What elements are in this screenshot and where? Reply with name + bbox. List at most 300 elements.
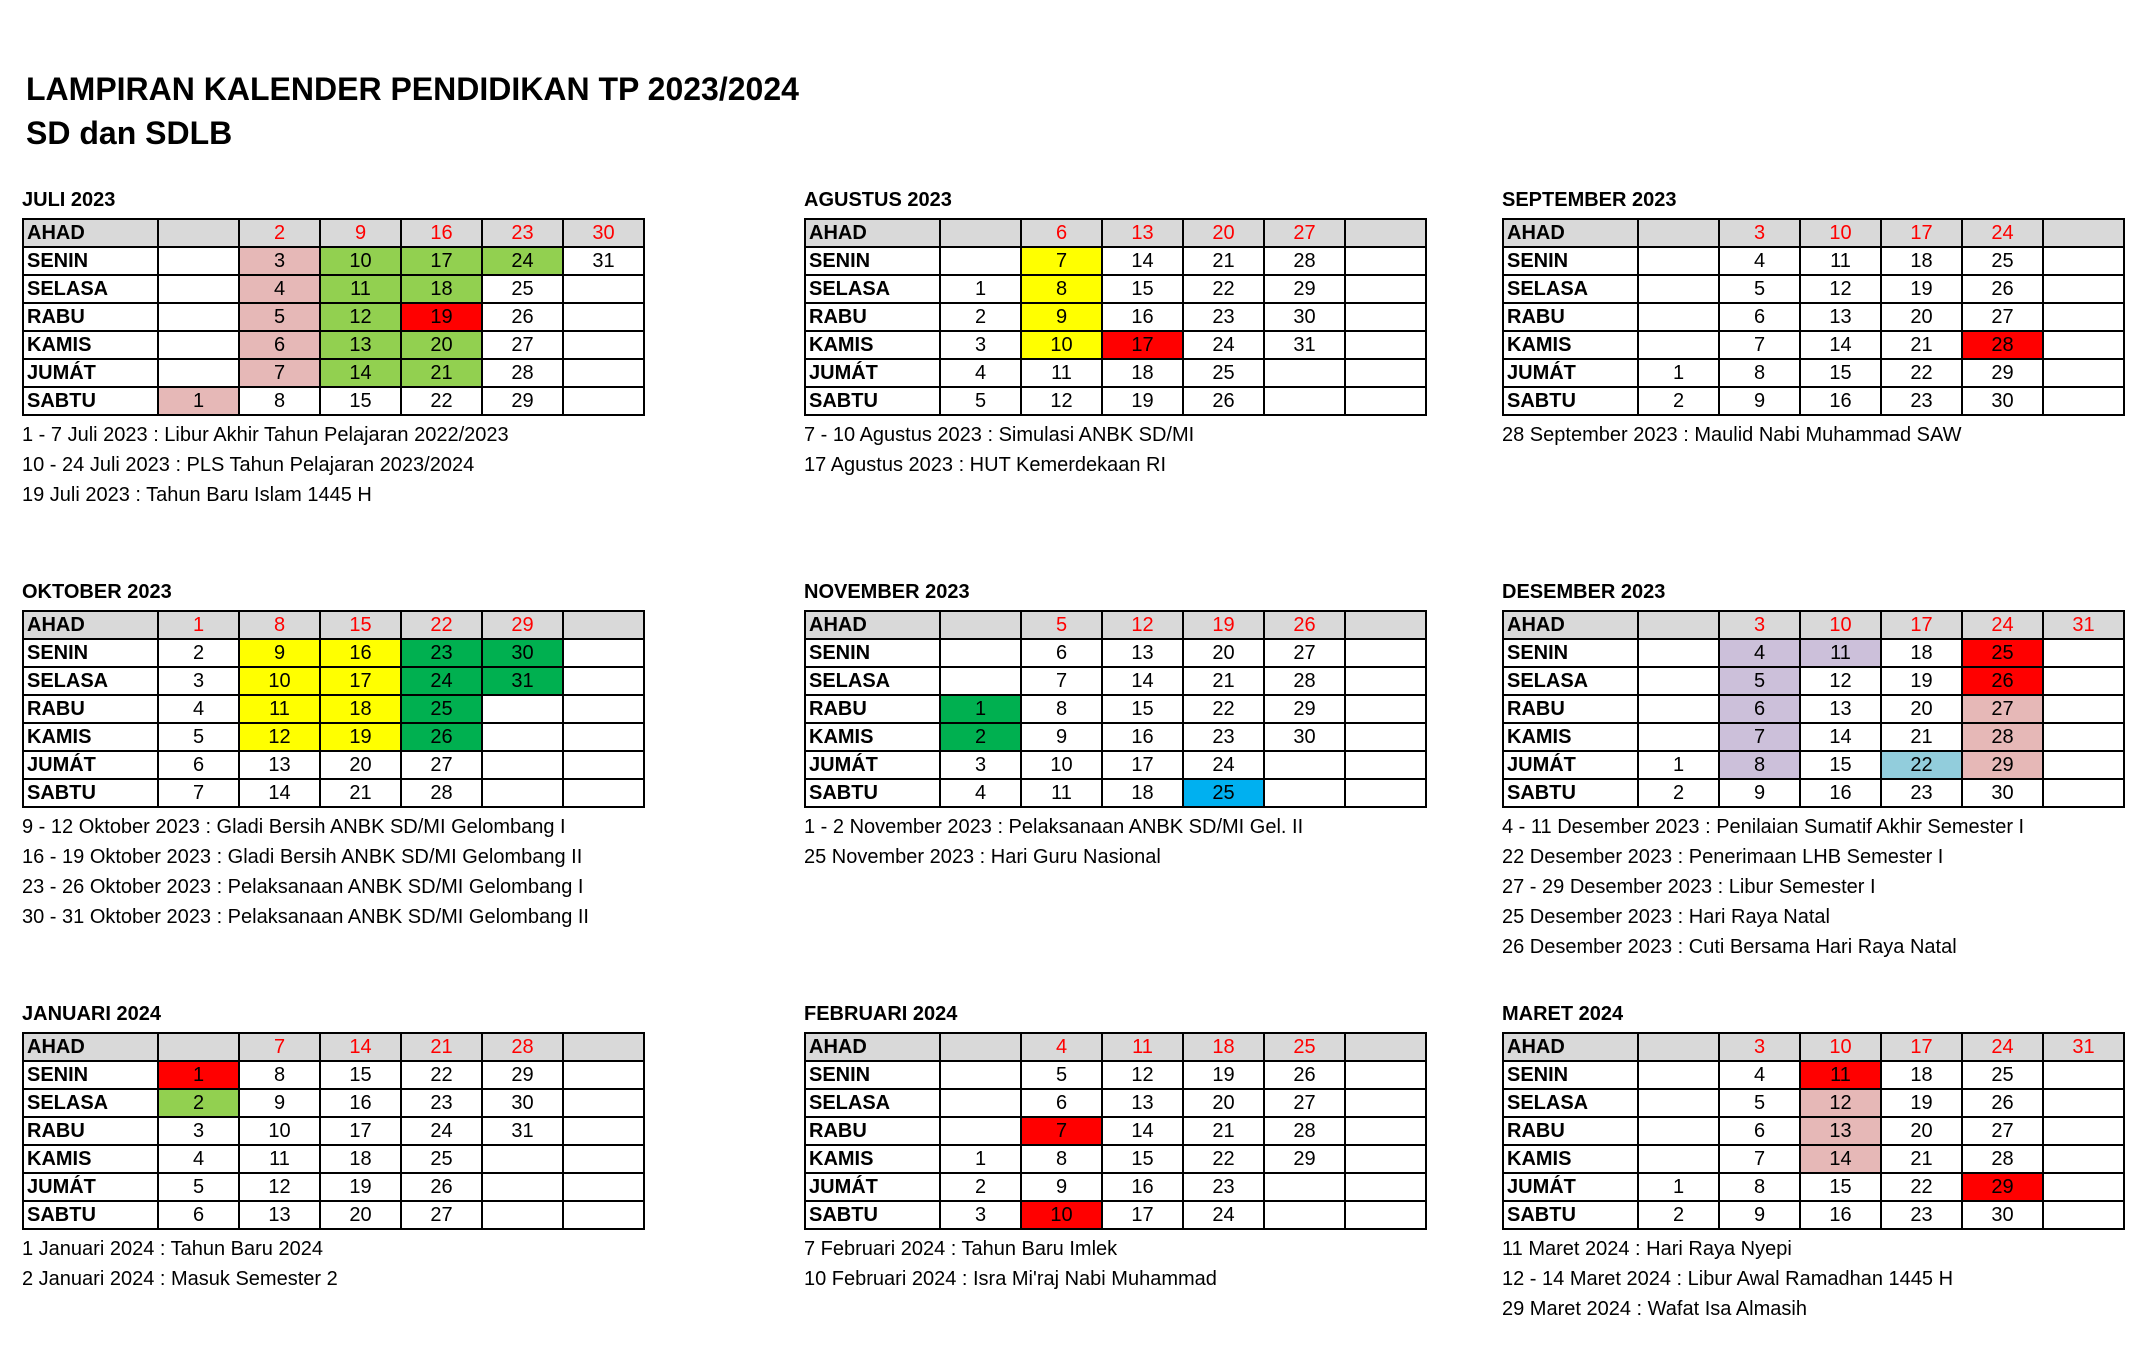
- date-cell: [482, 1201, 563, 1229]
- date-cell: 2: [239, 219, 320, 247]
- date-cell: 18: [1102, 359, 1183, 387]
- date-cell: 30: [482, 639, 563, 667]
- date-cell: 7: [1719, 1145, 1800, 1173]
- date-cell: 22: [401, 387, 482, 415]
- date-cell: 28: [1264, 667, 1345, 695]
- date-cell: 26: [1264, 1061, 1345, 1089]
- date-cell: 17: [1102, 1201, 1183, 1229]
- date-cell: 22: [401, 1061, 482, 1089]
- week-row: [23, 779, 644, 807]
- date-cell: 4: [1719, 1061, 1800, 1089]
- date-cell: 26: [1962, 667, 2043, 695]
- date-cell: 22: [1183, 695, 1264, 723]
- day-label: SELASA: [23, 667, 158, 695]
- date-cell: 18: [401, 275, 482, 303]
- day-label: RABU: [1503, 303, 1638, 331]
- date-cell: 5: [158, 723, 239, 751]
- date-cell: 29: [1962, 359, 2043, 387]
- date-cell: 25: [1962, 639, 2043, 667]
- date-cell: [1638, 247, 1719, 275]
- date-cell: 4: [940, 359, 1021, 387]
- week-row: [1503, 1173, 2124, 1201]
- date-cell: 8: [1719, 359, 1800, 387]
- date-cell: 3: [1719, 1033, 1800, 1061]
- date-cell: 26: [1962, 1089, 2043, 1117]
- week-row: [23, 1173, 644, 1201]
- week-row: [23, 1061, 644, 1089]
- date-cell: 27: [1962, 695, 2043, 723]
- date-cell: 7: [158, 779, 239, 807]
- date-cell: 23: [1881, 779, 1962, 807]
- date-cell: 1: [158, 611, 239, 639]
- date-cell: 8: [239, 1061, 320, 1089]
- date-cell: 11: [1102, 1033, 1183, 1061]
- date-cell: 9: [239, 1089, 320, 1117]
- date-cell: [1345, 1201, 1426, 1229]
- date-cell: 29: [1264, 1145, 1345, 1173]
- date-cell: 10: [1800, 1033, 1881, 1061]
- day-label: SABTU: [1503, 387, 1638, 415]
- date-cell: [940, 1061, 1021, 1089]
- week-row: [805, 1061, 1426, 1089]
- date-cell: 24: [401, 1117, 482, 1145]
- date-cell: 22: [1881, 1173, 1962, 1201]
- day-label: SABTU: [1503, 1201, 1638, 1229]
- week-row: [23, 219, 644, 247]
- date-cell: 2: [940, 1173, 1021, 1201]
- day-label: JUMÁT: [1503, 1173, 1638, 1201]
- date-cell: 2: [940, 303, 1021, 331]
- date-cell: [563, 1173, 644, 1201]
- date-cell: [1345, 1173, 1426, 1201]
- date-cell: [1264, 1201, 1345, 1229]
- date-cell: 8: [239, 387, 320, 415]
- date-cell: 12: [239, 723, 320, 751]
- week-row: [805, 1145, 1426, 1173]
- date-cell: 8: [1719, 1173, 1800, 1201]
- date-cell: 30: [1962, 387, 2043, 415]
- date-cell: 7: [1021, 667, 1102, 695]
- date-cell: 7: [239, 359, 320, 387]
- date-cell: [1345, 275, 1426, 303]
- day-label: AHAD: [23, 1033, 158, 1061]
- date-cell: [1345, 779, 1426, 807]
- event-note: 1 Januari 2024 : Tahun Baru 2024: [22, 1238, 323, 1260]
- date-cell: [2043, 723, 2124, 751]
- month-name: JULI 2023: [22, 189, 116, 211]
- week-row: [23, 611, 644, 639]
- week-row: [1503, 359, 2124, 387]
- event-note: 27 - 29 Desember 2023 : Libur Semester I: [1502, 876, 1876, 898]
- date-cell: 20: [1183, 639, 1264, 667]
- date-cell: 25: [1962, 247, 2043, 275]
- date-cell: 12: [1800, 667, 1881, 695]
- date-cell: 15: [1102, 1145, 1183, 1173]
- date-cell: 10: [1021, 1201, 1102, 1229]
- date-cell: [1345, 359, 1426, 387]
- date-cell: 30: [1264, 723, 1345, 751]
- date-cell: 26: [401, 723, 482, 751]
- day-label: AHAD: [805, 1033, 940, 1061]
- day-label: SENIN: [805, 1061, 940, 1089]
- date-cell: 14: [1800, 331, 1881, 359]
- date-cell: [940, 247, 1021, 275]
- event-note: 10 - 24 Juli 2023 : PLS Tahun Pelajaran 2023/2024: [22, 454, 475, 476]
- date-cell: 24: [1183, 1201, 1264, 1229]
- date-cell: [563, 779, 644, 807]
- date-cell: [1638, 1061, 1719, 1089]
- week-row: [1503, 1201, 2124, 1229]
- date-cell: 7: [1021, 247, 1102, 275]
- date-cell: [1638, 695, 1719, 723]
- date-cell: [1638, 1033, 1719, 1061]
- date-cell: 13: [1102, 639, 1183, 667]
- date-cell: 9: [1021, 1173, 1102, 1201]
- week-row: [805, 1201, 1426, 1229]
- date-cell: 22: [401, 611, 482, 639]
- date-cell: [1638, 1117, 1719, 1145]
- date-cell: 17: [1881, 1033, 1962, 1061]
- document-title: LAMPIRAN KALENDER PENDIDIKAN TP 2023/2024: [26, 71, 799, 107]
- date-cell: 11: [1021, 359, 1102, 387]
- date-cell: 12: [1102, 1061, 1183, 1089]
- event-notes: [22, 1234, 645, 1294]
- week-row: [23, 1117, 644, 1145]
- month-table: [804, 218, 1427, 416]
- month-name: MARET 2024: [1502, 1003, 1624, 1025]
- date-cell: 20: [1881, 1117, 1962, 1145]
- day-label: RABU: [23, 303, 158, 331]
- date-cell: 16: [1800, 1201, 1881, 1229]
- date-cell: 21: [1183, 247, 1264, 275]
- day-label: SENIN: [805, 247, 940, 275]
- date-cell: 2: [1638, 1201, 1719, 1229]
- event-note: 10 Februari 2024 : Isra Mi'raj Nabi Muhammad: [804, 1268, 1217, 1290]
- event-notes: [1502, 420, 2125, 450]
- date-cell: 5: [1719, 275, 1800, 303]
- date-cell: 14: [1102, 247, 1183, 275]
- date-cell: [1638, 1089, 1719, 1117]
- date-cell: 15: [320, 387, 401, 415]
- day-label: RABU: [805, 1117, 940, 1145]
- date-cell: 4: [1021, 1033, 1102, 1061]
- date-cell: 15: [1800, 751, 1881, 779]
- week-row: [23, 667, 644, 695]
- day-label: JUMÁT: [805, 1173, 940, 1201]
- date-cell: 3: [1719, 611, 1800, 639]
- date-cell: 11: [239, 695, 320, 723]
- date-cell: 1: [940, 695, 1021, 723]
- date-cell: 28: [1264, 1117, 1345, 1145]
- month-calendar: [22, 1003, 645, 1294]
- day-label: SABTU: [805, 779, 940, 807]
- event-note: 11 Maret 2024 : Hari Raya Nyepi: [1502, 1238, 1792, 1260]
- date-cell: 24: [401, 667, 482, 695]
- date-cell: 10: [320, 247, 401, 275]
- week-row: [1503, 387, 2124, 415]
- date-cell: 31: [482, 667, 563, 695]
- date-cell: 14: [1102, 1117, 1183, 1145]
- date-cell: 3: [239, 247, 320, 275]
- date-cell: 18: [320, 1145, 401, 1173]
- week-row: [805, 751, 1426, 779]
- day-label: RABU: [23, 1117, 158, 1145]
- date-cell: [1345, 1145, 1426, 1173]
- date-cell: [2043, 1201, 2124, 1229]
- day-label: SABTU: [1503, 779, 1638, 807]
- date-cell: 4: [940, 779, 1021, 807]
- date-cell: 27: [1264, 219, 1345, 247]
- event-note: 16 - 19 Oktober 2023 : Gladi Bersih ANBK SD/MI Gelombang II: [22, 846, 583, 868]
- date-cell: 14: [320, 359, 401, 387]
- document-subtitle: SD dan SDLB: [26, 115, 233, 151]
- date-cell: [1638, 611, 1719, 639]
- date-cell: 5: [158, 1173, 239, 1201]
- date-cell: 7: [1719, 723, 1800, 751]
- event-notes: [22, 812, 645, 932]
- date-cell: [563, 639, 644, 667]
- date-cell: 13: [1800, 1117, 1881, 1145]
- event-note: 7 Februari 2024 : Tahun Baru Imlek: [804, 1238, 1118, 1260]
- date-cell: 29: [1264, 275, 1345, 303]
- date-cell: 20: [320, 1201, 401, 1229]
- date-cell: 17: [1102, 331, 1183, 359]
- date-cell: [1638, 1145, 1719, 1173]
- day-label: AHAD: [23, 219, 158, 247]
- week-row: [23, 1033, 644, 1061]
- week-row: [1503, 1145, 2124, 1173]
- day-label: JUMÁT: [23, 751, 158, 779]
- date-cell: 14: [1800, 1145, 1881, 1173]
- date-cell: 26: [401, 1173, 482, 1201]
- date-cell: 31: [1264, 331, 1345, 359]
- week-row: [1503, 723, 2124, 751]
- date-cell: 21: [1881, 331, 1962, 359]
- date-cell: 6: [1719, 695, 1800, 723]
- month-table: [804, 610, 1427, 808]
- date-cell: 12: [1800, 1089, 1881, 1117]
- event-notes: [22, 420, 645, 510]
- date-cell: [940, 1117, 1021, 1145]
- date-cell: [1264, 387, 1345, 415]
- date-cell: 21: [1881, 1145, 1962, 1173]
- date-cell: [563, 667, 644, 695]
- date-cell: 29: [482, 611, 563, 639]
- event-note: 25 Desember 2023 : Hari Raya Natal: [1502, 906, 1830, 928]
- event-note: 26 Desember 2023 : Cuti Bersama Hari Raya Natal: [1502, 936, 1957, 958]
- date-cell: 12: [320, 303, 401, 331]
- date-cell: 4: [158, 1145, 239, 1173]
- date-cell: 5: [1021, 1061, 1102, 1089]
- date-cell: 17: [1881, 611, 1962, 639]
- date-cell: [158, 219, 239, 247]
- week-row: [805, 639, 1426, 667]
- date-cell: [1345, 247, 1426, 275]
- date-cell: 25: [1962, 1061, 2043, 1089]
- day-label: AHAD: [1503, 611, 1638, 639]
- date-cell: 16: [320, 639, 401, 667]
- date-cell: [482, 1145, 563, 1173]
- month-calendar: [22, 189, 645, 510]
- date-cell: 1: [158, 1061, 239, 1089]
- date-cell: 19: [1183, 611, 1264, 639]
- week-row: [805, 331, 1426, 359]
- week-row: [23, 331, 644, 359]
- date-cell: 22: [1183, 1145, 1264, 1173]
- week-row: [805, 667, 1426, 695]
- day-label: JUMÁT: [805, 751, 940, 779]
- date-cell: [2043, 1173, 2124, 1201]
- event-notes: [1502, 812, 2125, 962]
- month-table: [22, 1032, 645, 1230]
- date-cell: 27: [1264, 1089, 1345, 1117]
- date-cell: [1264, 779, 1345, 807]
- week-row: [1503, 639, 2124, 667]
- date-cell: [158, 303, 239, 331]
- date-cell: 15: [320, 611, 401, 639]
- date-cell: 7: [1719, 331, 1800, 359]
- date-cell: 6: [1719, 1117, 1800, 1145]
- month-calendar: [1502, 581, 2125, 962]
- date-cell: 11: [239, 1145, 320, 1173]
- month-name: JANUARI 2024: [22, 1003, 161, 1025]
- date-cell: 23: [401, 1089, 482, 1117]
- date-cell: 19: [1183, 1061, 1264, 1089]
- date-cell: 9: [1021, 303, 1102, 331]
- date-cell: 26: [1183, 387, 1264, 415]
- date-cell: [2043, 751, 2124, 779]
- date-cell: 26: [482, 303, 563, 331]
- week-row: [1503, 1061, 2124, 1089]
- date-cell: 13: [320, 331, 401, 359]
- month-calendar: [804, 1003, 1427, 1294]
- day-label: SELASA: [23, 275, 158, 303]
- date-cell: 8: [1021, 1145, 1102, 1173]
- date-cell: [482, 695, 563, 723]
- day-label: SABTU: [23, 779, 158, 807]
- day-label: JUMÁT: [1503, 751, 1638, 779]
- month-calendar: [804, 581, 1427, 872]
- date-cell: 20: [1183, 1089, 1264, 1117]
- event-note: 4 - 11 Desember 2023 : Penilaian Sumatif Akhir Semester I: [1502, 816, 2025, 838]
- date-cell: [1638, 667, 1719, 695]
- month-table: [1502, 218, 2125, 416]
- date-cell: 6: [1719, 303, 1800, 331]
- date-cell: 5: [940, 387, 1021, 415]
- date-cell: 9: [1021, 723, 1102, 751]
- date-cell: 31: [563, 247, 644, 275]
- date-cell: 17: [1102, 751, 1183, 779]
- event-note: 30 - 31 Oktober 2023 : Pelaksanaan ANBK SD/MI Gelombang II: [22, 906, 589, 928]
- month-table: [22, 218, 645, 416]
- event-note: 28 September 2023 : Maulid Nabi Muhammad SAW: [1502, 424, 1962, 446]
- date-cell: 8: [1719, 751, 1800, 779]
- day-label: SABTU: [805, 1201, 940, 1229]
- week-row: [805, 303, 1426, 331]
- date-cell: 6: [1021, 1089, 1102, 1117]
- date-cell: [940, 667, 1021, 695]
- date-cell: 29: [482, 1061, 563, 1089]
- date-cell: 31: [2043, 1033, 2124, 1061]
- event-note: 22 Desember 2023 : Penerimaan LHB Semester I: [1502, 846, 1944, 868]
- date-cell: 18: [320, 695, 401, 723]
- date-cell: 21: [320, 779, 401, 807]
- date-cell: 3: [1719, 219, 1800, 247]
- date-cell: [1345, 723, 1426, 751]
- date-cell: 30: [1962, 779, 2043, 807]
- date-cell: 24: [1962, 611, 2043, 639]
- month-name: SEPTEMBER 2023: [1502, 189, 1677, 211]
- week-row: [1503, 247, 2124, 275]
- date-cell: [1345, 639, 1426, 667]
- week-row: [805, 1089, 1426, 1117]
- date-cell: 23: [1881, 1201, 1962, 1229]
- date-cell: [563, 331, 644, 359]
- date-cell: [158, 359, 239, 387]
- date-cell: [2043, 1061, 2124, 1089]
- date-cell: 5: [1719, 1089, 1800, 1117]
- date-cell: 14: [1102, 667, 1183, 695]
- date-cell: [1264, 1173, 1345, 1201]
- date-cell: 6: [158, 1201, 239, 1229]
- day-label: SELASA: [1503, 667, 1638, 695]
- month-table: [1502, 610, 2125, 808]
- event-note: 19 Juli 2023 : Tahun Baru Islam 1445 H: [22, 484, 372, 506]
- date-cell: 12: [1021, 387, 1102, 415]
- date-cell: 1: [1638, 1173, 1719, 1201]
- date-cell: 22: [1881, 751, 1962, 779]
- day-label: KAMIS: [23, 331, 158, 359]
- date-cell: [1264, 751, 1345, 779]
- date-cell: [563, 1201, 644, 1229]
- date-cell: 28: [401, 779, 482, 807]
- date-cell: [158, 275, 239, 303]
- day-label: KAMIS: [805, 1145, 940, 1173]
- date-cell: [1345, 695, 1426, 723]
- date-cell: 22: [1183, 275, 1264, 303]
- date-cell: 9: [1719, 387, 1800, 415]
- week-row: [1503, 1033, 2124, 1061]
- day-label: RABU: [805, 695, 940, 723]
- date-cell: 28: [482, 359, 563, 387]
- date-cell: 25: [1264, 1033, 1345, 1061]
- date-cell: 27: [1264, 639, 1345, 667]
- week-row: [1503, 695, 2124, 723]
- date-cell: [2043, 1145, 2124, 1173]
- date-cell: [2043, 667, 2124, 695]
- date-cell: 31: [2043, 611, 2124, 639]
- date-cell: [2043, 359, 2124, 387]
- week-row: [23, 359, 644, 387]
- date-cell: 19: [1881, 667, 1962, 695]
- date-cell: 1: [940, 1145, 1021, 1173]
- date-cell: 16: [1102, 303, 1183, 331]
- date-cell: 19: [1102, 387, 1183, 415]
- date-cell: [563, 359, 644, 387]
- date-cell: [1638, 303, 1719, 331]
- month-table: [1502, 1032, 2125, 1230]
- date-cell: 13: [239, 1201, 320, 1229]
- day-label: KAMIS: [805, 723, 940, 751]
- date-cell: 25: [482, 275, 563, 303]
- date-cell: [1345, 219, 1426, 247]
- day-label: SELASA: [23, 1089, 158, 1117]
- date-cell: [2043, 1117, 2124, 1145]
- day-label: SENIN: [23, 639, 158, 667]
- date-cell: 4: [1719, 247, 1800, 275]
- date-cell: [1345, 667, 1426, 695]
- date-cell: [940, 611, 1021, 639]
